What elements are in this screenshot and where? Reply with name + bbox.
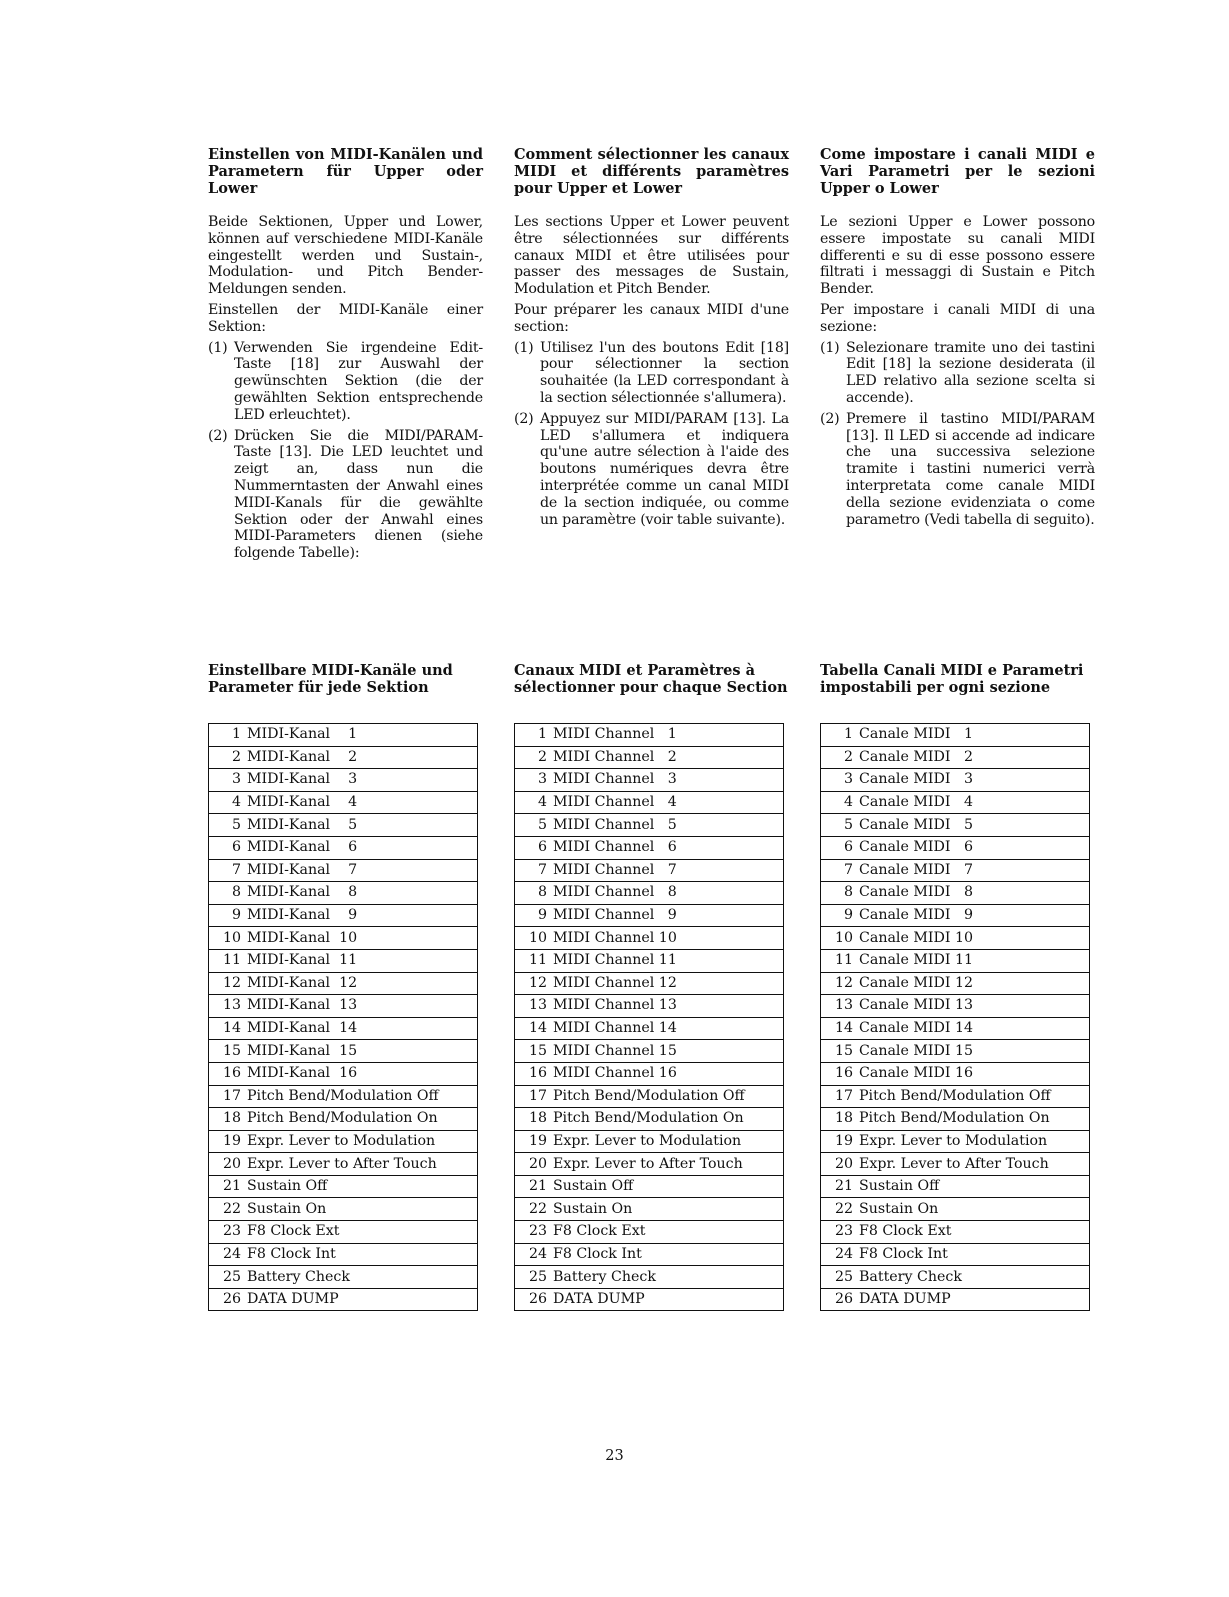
row-label: MIDI-Kanal 3 bbox=[247, 769, 478, 792]
row-number: 4 bbox=[209, 791, 248, 814]
row-number: 23 bbox=[821, 1221, 860, 1244]
row-label: DATA DUMP bbox=[247, 1288, 478, 1311]
table-row bbox=[209, 904, 478, 927]
table-row bbox=[821, 814, 1090, 837]
row-number: 17 bbox=[821, 1085, 860, 1108]
row-label: Sustain On bbox=[859, 1198, 1090, 1221]
row-number: 15 bbox=[515, 1040, 554, 1063]
table-row bbox=[209, 1198, 478, 1221]
table-row bbox=[209, 1221, 478, 1244]
row-label: Canale MIDI 16 bbox=[859, 1062, 1090, 1085]
step-item bbox=[208, 428, 483, 562]
row-number: 20 bbox=[821, 1153, 860, 1176]
row-label: Canale MIDI 11 bbox=[859, 949, 1090, 972]
table-row bbox=[209, 995, 478, 1018]
row-number: 8 bbox=[515, 882, 554, 905]
row-label: Canale MIDI 4 bbox=[859, 791, 1090, 814]
row-label: Sustain Off bbox=[247, 1175, 478, 1198]
table-row bbox=[209, 927, 478, 950]
row-number: 26 bbox=[209, 1288, 248, 1311]
row-number: 14 bbox=[515, 1017, 554, 1040]
row-label: Expr. Lever to After Touch bbox=[859, 1153, 1090, 1176]
row-number: 6 bbox=[209, 836, 248, 859]
row-label: MIDI-Kanal 11 bbox=[247, 949, 478, 972]
lead-paragraph: Pour préparer les canaux MIDI d'une section: bbox=[514, 301, 789, 335]
row-label: MIDI Channel 16 bbox=[553, 1062, 784, 1085]
table-row bbox=[821, 972, 1090, 995]
row-number: 17 bbox=[209, 1085, 248, 1108]
table-row bbox=[515, 995, 784, 1018]
row-label: Canale MIDI 13 bbox=[859, 995, 1090, 1018]
step-list bbox=[514, 340, 789, 529]
row-number: 9 bbox=[209, 904, 248, 927]
parameter-table bbox=[208, 723, 478, 1311]
table-row bbox=[209, 791, 478, 814]
table-row bbox=[821, 836, 1090, 859]
step-text: Selezionare tramite uno dei tastini Edit [18] la sezione desiderata (il LED relativo alla sezione scelta si accende). bbox=[846, 339, 1095, 406]
row-number: 3 bbox=[821, 769, 860, 792]
table-row bbox=[515, 904, 784, 927]
table-row bbox=[209, 836, 478, 859]
table-row bbox=[209, 769, 478, 792]
row-number: 11 bbox=[515, 949, 554, 972]
step-number: (1) bbox=[820, 339, 840, 356]
table-heading: Canaux MIDI et Paramètres à sélectionner pour chaque Section bbox=[514, 662, 788, 696]
row-label: F8 Clock Int bbox=[247, 1243, 478, 1266]
table-row bbox=[209, 1288, 478, 1311]
table-row bbox=[209, 1175, 478, 1198]
row-number: 16 bbox=[515, 1062, 554, 1085]
row-label: MIDI-Kanal 2 bbox=[247, 746, 478, 769]
table-row bbox=[515, 724, 784, 747]
table-row bbox=[515, 1221, 784, 1244]
row-label: Expr. Lever to After Touch bbox=[553, 1153, 784, 1176]
table-row bbox=[821, 769, 1090, 792]
page-number: 23 bbox=[605, 1448, 624, 1464]
row-number: 5 bbox=[515, 814, 554, 837]
row-number: 12 bbox=[515, 972, 554, 995]
row-label: MIDI-Kanal 4 bbox=[247, 791, 478, 814]
table-heading: Tabella Canali MIDI e Parametri impostabili per ogni sezione bbox=[820, 662, 1084, 696]
table-row bbox=[209, 1017, 478, 1040]
row-label: MIDI Channel 13 bbox=[553, 995, 784, 1018]
column-italian bbox=[820, 146, 1095, 1311]
table-heading: Einstellbare MIDI-Kanäle und Parameter für jede Sektion bbox=[208, 662, 453, 696]
row-number: 1 bbox=[231, 726, 241, 743]
row-number: 24 bbox=[821, 1243, 860, 1266]
table-row bbox=[515, 1062, 784, 1085]
step-item bbox=[820, 411, 1095, 529]
row-label: Canale MIDI 3 bbox=[859, 769, 1090, 792]
row-number: 10 bbox=[821, 927, 860, 950]
column-german bbox=[208, 146, 483, 1311]
table-row bbox=[209, 1266, 478, 1289]
step-item bbox=[514, 340, 789, 407]
intro-paragraph: Les sections Upper et Lower peuvent être sélectionnées sur différents canaux MIDI et être utilisées pour passer des messages de Sustain, Modulation et Pitch Bender. bbox=[514, 214, 789, 298]
table-row bbox=[515, 769, 784, 792]
row-label: F8 Clock Int bbox=[553, 1243, 784, 1266]
row-number: 21 bbox=[821, 1175, 860, 1198]
row-number: 7 bbox=[515, 859, 554, 882]
step-number: (1) bbox=[208, 339, 228, 356]
table-row bbox=[821, 1266, 1090, 1289]
step-number: (2) bbox=[514, 410, 534, 427]
table-row bbox=[209, 1153, 478, 1176]
row-label: Sustain On bbox=[247, 1198, 478, 1221]
row-number: 25 bbox=[515, 1266, 554, 1289]
column-french bbox=[514, 146, 789, 1311]
step-number: (2) bbox=[208, 427, 228, 444]
table-row bbox=[209, 882, 478, 905]
table-row bbox=[515, 836, 784, 859]
table-row bbox=[515, 1085, 784, 1108]
section-heading: Einstellen von MIDI-Kanälen und Parametern für Upper oder Lower bbox=[208, 146, 483, 197]
row-label: Canale MIDI 9 bbox=[859, 904, 1090, 927]
lead-paragraph: Per impostare i canali MIDI di una sezione: bbox=[820, 301, 1095, 335]
row-label: MIDI Channel 2 bbox=[553, 746, 784, 769]
row-number: 5 bbox=[821, 814, 860, 837]
row-number: 1 bbox=[843, 726, 853, 743]
table-row bbox=[821, 1085, 1090, 1108]
row-label: MIDI Channel 15 bbox=[553, 1040, 784, 1063]
row-number: 24 bbox=[209, 1243, 248, 1266]
table-row bbox=[515, 882, 784, 905]
row-number: 7 bbox=[821, 859, 860, 882]
row-number: 14 bbox=[209, 1017, 248, 1040]
row-number: 22 bbox=[209, 1198, 248, 1221]
row-label: Pitch Bend/Modulation On bbox=[247, 1108, 478, 1131]
row-label: MIDI-Kanal 13 bbox=[247, 995, 478, 1018]
table-row bbox=[515, 746, 784, 769]
row-label: Canale MIDI 14 bbox=[859, 1017, 1090, 1040]
row-label: F8 Clock Ext bbox=[247, 1221, 478, 1244]
row-number: 10 bbox=[515, 927, 554, 950]
row-number: 16 bbox=[209, 1062, 248, 1085]
row-number: 6 bbox=[515, 836, 554, 859]
row-label: MIDI Channel 5 bbox=[553, 814, 784, 837]
step-list bbox=[820, 340, 1095, 529]
table-row bbox=[821, 927, 1090, 950]
table-row bbox=[209, 1040, 478, 1063]
table-row bbox=[821, 995, 1090, 1018]
row-number: 9 bbox=[821, 904, 860, 927]
table-row bbox=[821, 746, 1090, 769]
intro-paragraph: Le sezioni Upper e Lower possono essere impostate su canali MIDI differenti e su di esse possono essere filtrati i messaggi di Sustain e Pitch Bender. bbox=[820, 214, 1095, 298]
table-row bbox=[209, 949, 478, 972]
row-number: 5 bbox=[209, 814, 248, 837]
row-label: MIDI Channel 3 bbox=[553, 769, 784, 792]
step-text: Appuyez sur MIDI/PARAM [13]. La LED s'allumera et indiquera qu'une autre sélection à l'aide des boutons numériques devra être interprétée comme un canal MIDI de la section indiquée, ou comme un paramètre (voir table suivante). bbox=[540, 410, 789, 528]
row-label: MIDI-Kanal 5 bbox=[247, 814, 478, 837]
row-label: MIDI Channel 10 bbox=[553, 927, 784, 950]
section-heading: Comment sélectionner les canaux MIDI et différents paramètres pour Upper et Lower bbox=[514, 146, 789, 197]
table-row bbox=[821, 791, 1090, 814]
row-label: MIDI Channel 6 bbox=[553, 836, 784, 859]
table-row bbox=[515, 1153, 784, 1176]
row-number: 8 bbox=[821, 882, 860, 905]
table-row bbox=[821, 1221, 1090, 1244]
table-row bbox=[209, 724, 478, 747]
row-number: 13 bbox=[515, 995, 554, 1018]
row-label: Pitch Bend/Modulation Off bbox=[859, 1085, 1090, 1108]
row-number: 2 bbox=[821, 746, 860, 769]
row-number: 1 bbox=[537, 726, 547, 743]
row-label: MIDI Channel 9 bbox=[553, 904, 784, 927]
step-number: (1) bbox=[514, 339, 534, 356]
row-label: Canale MIDI 12 bbox=[859, 972, 1090, 995]
row-number: 20 bbox=[209, 1153, 248, 1176]
row-number: 13 bbox=[209, 995, 248, 1018]
table-row bbox=[515, 814, 784, 837]
parameter-table bbox=[820, 723, 1090, 1311]
step-item bbox=[514, 411, 789, 529]
row-label: Battery Check bbox=[859, 1266, 1090, 1289]
row-number: 10 bbox=[209, 927, 248, 950]
row-label: MIDI Channel 8 bbox=[553, 882, 784, 905]
step-item bbox=[820, 340, 1095, 407]
table-row bbox=[821, 904, 1090, 927]
table-row bbox=[515, 1175, 784, 1198]
row-label: Pitch Bend/Modulation On bbox=[859, 1108, 1090, 1131]
row-label: F8 Clock Int bbox=[859, 1243, 1090, 1266]
row-number: 3 bbox=[515, 769, 554, 792]
row-label: Canale MIDI 7 bbox=[859, 859, 1090, 882]
table-row bbox=[821, 1130, 1090, 1153]
row-label: Expr. Lever to Modulation bbox=[859, 1130, 1090, 1153]
row-number: 4 bbox=[821, 791, 860, 814]
table-row bbox=[515, 927, 784, 950]
row-label: MIDI-Kanal 12 bbox=[247, 972, 478, 995]
row-label: MIDI-Kanal 10 bbox=[247, 927, 478, 950]
row-number: 23 bbox=[209, 1221, 248, 1244]
table-row bbox=[209, 1062, 478, 1085]
row-label: F8 Clock Ext bbox=[553, 1221, 784, 1244]
row-number: 25 bbox=[209, 1266, 248, 1289]
table-row bbox=[209, 1130, 478, 1153]
row-label: MIDI Channel 12 bbox=[553, 972, 784, 995]
row-label: MIDI Channel 11 bbox=[553, 949, 784, 972]
table-row bbox=[821, 1288, 1090, 1311]
row-number: 19 bbox=[515, 1130, 554, 1153]
row-number: 6 bbox=[821, 836, 860, 859]
row-label: F8 Clock Ext bbox=[859, 1221, 1090, 1244]
row-label: Expr. Lever to Modulation bbox=[247, 1130, 478, 1153]
row-label: Canale MIDI 8 bbox=[859, 882, 1090, 905]
table-row bbox=[515, 1198, 784, 1221]
row-number: 3 bbox=[209, 769, 248, 792]
row-label: MIDI Channel 7 bbox=[553, 859, 784, 882]
row-label: MIDI Channel 14 bbox=[553, 1017, 784, 1040]
row-label: Canale MIDI 6 bbox=[859, 836, 1090, 859]
table-row bbox=[515, 972, 784, 995]
table-row bbox=[515, 1130, 784, 1153]
row-number: 18 bbox=[209, 1108, 248, 1131]
lead-paragraph: Einstellen der MIDI-Kanäle einer Sektion: bbox=[208, 301, 483, 335]
row-label: MIDI-Kanal 6 bbox=[247, 836, 478, 859]
row-label: Canale MIDI 2 bbox=[859, 746, 1090, 769]
row-number: 22 bbox=[515, 1198, 554, 1221]
table-row bbox=[821, 1175, 1090, 1198]
table-row bbox=[821, 1108, 1090, 1131]
row-number: 13 bbox=[821, 995, 860, 1018]
table-row bbox=[821, 1017, 1090, 1040]
row-number: 25 bbox=[821, 1266, 860, 1289]
table-row bbox=[515, 1266, 784, 1289]
step-text: Premere il tastino MIDI/PARAM [13]. Il LED si accende ad indicare che una successiva selezione tramite i tastini numerici verrà interpretata come canale MIDI della sezione evidenziata o come parametro (Vedi tabella di seguito). bbox=[846, 410, 1095, 528]
table-row bbox=[821, 1040, 1090, 1063]
table-row bbox=[209, 746, 478, 769]
table-row bbox=[515, 859, 784, 882]
table-row bbox=[821, 1062, 1090, 1085]
row-label: MIDI-Kanal 15 bbox=[247, 1040, 478, 1063]
row-number: 12 bbox=[821, 972, 860, 995]
row-number: 19 bbox=[821, 1130, 860, 1153]
row-number: 15 bbox=[821, 1040, 860, 1063]
row-label: MIDI-Kanal 9 bbox=[247, 904, 478, 927]
table-row bbox=[821, 949, 1090, 972]
table-row bbox=[821, 1153, 1090, 1176]
row-number: 21 bbox=[515, 1175, 554, 1198]
row-number: 4 bbox=[515, 791, 554, 814]
row-label: Pitch Bend/Modulation Off bbox=[553, 1085, 784, 1108]
row-number: 11 bbox=[209, 949, 248, 972]
row-number: 2 bbox=[209, 746, 248, 769]
row-label: Canale MIDI 5 bbox=[859, 814, 1090, 837]
row-label: MIDI-Kanal 14 bbox=[247, 1017, 478, 1040]
step-text: Verwenden Sie irgendeine Edit-Taste [18] zur Auswahl der gewünschten Sektion (die der gewählten Sektion entsprechende LED erleuchtet). bbox=[234, 339, 483, 423]
intro-paragraph: Beide Sektionen, Upper und Lower, können auf verschiedene MIDI-Kanäle eingestellt werden und Sustain-, Modulation- und Pitch Bender-Meldungen senden. bbox=[208, 214, 483, 298]
table-row bbox=[515, 791, 784, 814]
row-number: 21 bbox=[209, 1175, 248, 1198]
table-row bbox=[515, 1288, 784, 1311]
row-number: 17 bbox=[515, 1085, 554, 1108]
table-row bbox=[209, 1243, 478, 1266]
row-number: 23 bbox=[515, 1221, 554, 1244]
row-label: Sustain On bbox=[553, 1198, 784, 1221]
row-label: Battery Check bbox=[247, 1266, 478, 1289]
table-row bbox=[821, 1198, 1090, 1221]
table-row bbox=[209, 972, 478, 995]
row-label: Canale MIDI 15 bbox=[859, 1040, 1090, 1063]
row-number: 7 bbox=[209, 859, 248, 882]
intro-block bbox=[820, 214, 1095, 658]
step-text: Utilisez l'un des boutons Edit [18] pour sélectionner la section souhaitée (la LED correspondant à la section sélectionnée s'allumera). bbox=[540, 339, 789, 406]
table-row bbox=[515, 1040, 784, 1063]
row-label: Pitch Bend/Modulation Off bbox=[247, 1085, 478, 1108]
row-label: MIDI-Kanal 7 bbox=[247, 859, 478, 882]
row-label: MIDI-Kanal 1 bbox=[247, 726, 358, 743]
row-label: Expr. Lever to After Touch bbox=[247, 1153, 478, 1176]
row-label: DATA DUMP bbox=[553, 1288, 784, 1311]
row-label: MIDI-Kanal 8 bbox=[247, 882, 478, 905]
row-number: 24 bbox=[515, 1243, 554, 1266]
table-row bbox=[515, 949, 784, 972]
parameter-table bbox=[514, 723, 784, 1311]
step-item bbox=[208, 340, 483, 424]
row-label: DATA DUMP bbox=[859, 1288, 1090, 1311]
row-label: Sustain Off bbox=[553, 1175, 784, 1198]
row-label: Sustain Off bbox=[859, 1175, 1090, 1198]
table-row bbox=[209, 859, 478, 882]
row-label: MIDI Channel 4 bbox=[553, 791, 784, 814]
row-label: Expr. Lever to Modulation bbox=[553, 1130, 784, 1153]
row-label: Battery Check bbox=[553, 1266, 784, 1289]
table-row bbox=[515, 1017, 784, 1040]
step-list bbox=[208, 340, 483, 562]
row-number: 14 bbox=[821, 1017, 860, 1040]
intro-block bbox=[208, 214, 483, 658]
table-row bbox=[821, 882, 1090, 905]
row-number: 19 bbox=[209, 1130, 248, 1153]
table-row bbox=[821, 859, 1090, 882]
table-row bbox=[821, 724, 1090, 747]
row-label: Canale MIDI 1 bbox=[859, 726, 974, 743]
row-number: 8 bbox=[209, 882, 248, 905]
step-number: (2) bbox=[820, 410, 840, 427]
row-label: Canale MIDI 10 bbox=[859, 927, 1090, 950]
row-number: 16 bbox=[821, 1062, 860, 1085]
step-text: Drücken Sie die MIDI/PARAM-Taste [13]. Die LED leuchtet und zeigt an, dass nun die Nummerntasten der Anwahl eines MIDI-Kanals für die gewählte Sektion oder der Anwahl eines MIDI-Parameters dienen (siehe folgende Tabelle): bbox=[234, 427, 483, 562]
row-label: Pitch Bend/Modulation On bbox=[553, 1108, 784, 1131]
table-row bbox=[209, 1108, 478, 1131]
table-row bbox=[515, 1108, 784, 1131]
row-number: 22 bbox=[821, 1198, 860, 1221]
table-row bbox=[209, 1085, 478, 1108]
row-label: MIDI Channel 1 bbox=[553, 726, 677, 743]
section-heading: Come impostare i canali MIDI e Vari Parametri per le sezioni Upper o Lower bbox=[820, 146, 1095, 197]
row-number: 2 bbox=[515, 746, 554, 769]
row-label: MIDI-Kanal 16 bbox=[247, 1062, 478, 1085]
intro-block bbox=[514, 214, 789, 658]
table-row bbox=[515, 1243, 784, 1266]
table-row bbox=[821, 1243, 1090, 1266]
row-number: 18 bbox=[821, 1108, 860, 1131]
row-number: 26 bbox=[821, 1288, 860, 1311]
row-number: 12 bbox=[209, 972, 248, 995]
row-number: 9 bbox=[515, 904, 554, 927]
row-number: 15 bbox=[209, 1040, 248, 1063]
row-number: 18 bbox=[515, 1108, 554, 1131]
row-number: 20 bbox=[515, 1153, 554, 1176]
row-number: 11 bbox=[821, 949, 860, 972]
row-number: 26 bbox=[515, 1288, 554, 1311]
table-row bbox=[209, 814, 478, 837]
